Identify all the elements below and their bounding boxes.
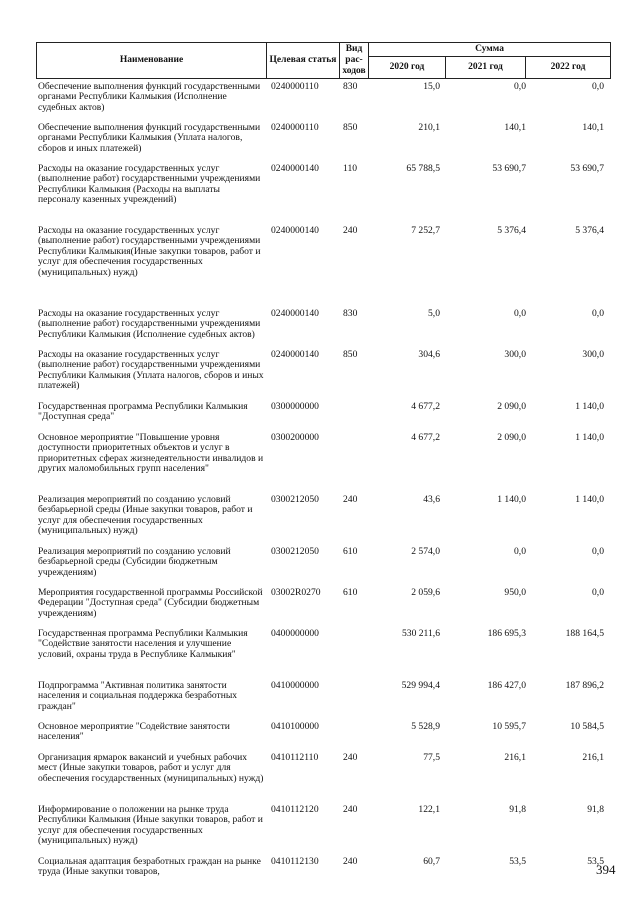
row-value-2022: 10 584,5: [570, 721, 604, 732]
table-row: [36, 164, 610, 226]
table-row: [36, 805, 610, 857]
row-expense-type: 240: [343, 225, 358, 236]
row-value-2021: 216,1: [504, 752, 526, 763]
header-name: Наименование: [37, 43, 267, 79]
row-value-2021: 2 090,0: [497, 432, 526, 443]
table-row: [36, 753, 610, 805]
table-row: [36, 588, 610, 629]
row-value-2022: 216,1: [582, 752, 604, 763]
row-value-2021: 2 090,0: [497, 401, 526, 412]
row-value-2022: 140,1: [582, 122, 604, 133]
row-name: Реализация мероприятий по созданию условий безбарьерной среды (Иные закупки товаров, работ и услуг для обеспечения государственных (муниципальных) нужд): [38, 494, 253, 537]
row-expense-type: 830: [343, 308, 358, 319]
row-target-code: 0240000140: [271, 308, 319, 319]
row-target-code: 0300212050: [271, 546, 319, 557]
table-row: [36, 495, 610, 547]
header-target: Целевая статья: [267, 43, 340, 79]
header-year-2022: 2022 год: [526, 57, 611, 79]
row-target-code: 0240000110: [271, 81, 319, 92]
table-body: [36, 82, 610, 887]
row-value-2022: 0,0: [592, 587, 604, 598]
row-value-2022: 0,0: [592, 546, 604, 557]
row-name: Основное мероприятие "Содействие занятости населения": [38, 721, 230, 743]
row-value-2020: 210,1: [418, 122, 440, 133]
row-value-2021: 10 595,7: [492, 721, 526, 732]
row-value-2021: 950,0: [504, 587, 526, 598]
table-row: [36, 433, 610, 495]
row-value-2021: 91,8: [509, 804, 526, 815]
row-expense-type: 240: [343, 752, 358, 763]
row-expense-type: 240: [343, 494, 358, 505]
row-value-2020: 5 528,9: [411, 721, 440, 732]
table-row: [36, 226, 610, 309]
row-value-2020: 304,6: [418, 349, 440, 360]
row-value-2021: 0,0: [514, 546, 526, 557]
row-target-code: 0300000000: [271, 401, 319, 412]
header-expense-type: Вид рас-ходов: [340, 43, 369, 79]
row-name: Мероприятия государственной программы Российской Федерации "Доступная среда" (Субсидии бюджетным учреждениям): [38, 587, 263, 619]
row-value-2022: 5 376,4: [575, 225, 604, 236]
row-value-2021: 140,1: [504, 122, 526, 133]
row-name: Информирование о положении на рынке труда Республики Калмыкия (Иные закупки товаров, работ и услуг для обеспечения государственных (муниципальных) нужд): [38, 804, 263, 847]
row-target-code: 0300212050: [271, 494, 319, 505]
row-expense-type: 110: [343, 163, 358, 174]
row-value-2021: 5 376,4: [497, 225, 526, 236]
row-target-code: 03002R0270: [271, 587, 321, 598]
row-value-2022: 0,0: [592, 81, 604, 92]
row-expense-type: 240: [343, 804, 358, 815]
row-value-2020: 43,6: [423, 494, 440, 505]
table-row: [36, 547, 610, 588]
row-value-2020: 122,1: [418, 804, 440, 815]
row-name: Обеспечение выполнения функций государственными органами Республики Калмыкия (Уплата налогов, сборов и иных платежей): [38, 122, 261, 154]
table-row: [36, 857, 610, 887]
row-value-2020: 2 059,6: [411, 587, 440, 598]
row-value-2022: 188 164,5: [565, 628, 604, 639]
row-value-2022: 1 140,0: [575, 401, 604, 412]
row-target-code: 0410112130: [271, 856, 319, 867]
row-name: Расходы на оказание государственных услуг (выполнение работ) государственными учреждениями Республики Калмыкия(Иные закупки товаров, работ и услуг для обеспечения государственных (муниципальных) нужд): [38, 225, 261, 278]
row-value-2020: 4 677,2: [411, 401, 440, 412]
row-value-2021: 53,5: [509, 856, 526, 867]
row-value-2020: 529 994,4: [401, 680, 440, 691]
table-row: [36, 82, 610, 123]
row-value-2022: 53,5: [587, 856, 604, 867]
row-value-2020: 77,5: [423, 752, 440, 763]
table-row: [36, 681, 610, 722]
row-target-code: 0240000140: [271, 349, 319, 360]
table-row: [36, 402, 610, 433]
row-value-2021: 300,0: [504, 349, 526, 360]
row-target-code: 0240000110: [271, 122, 319, 133]
row-value-2020: 2 574,0: [411, 546, 440, 557]
row-name: Обеспечение выполнения функций государственными органами Республики Калмыкия (Исполнение судебных актов): [38, 81, 261, 113]
row-name: Основное мероприятие "Повышение уровня доступности приоритетных объектов и услуг в приоритетных сферах жизнедеятельности инвалидов и других маломобильных групп населения": [38, 432, 264, 475]
table-row: [36, 123, 610, 164]
row-value-2020: 530 211,6: [401, 628, 440, 639]
header-year-2020: 2020 год: [369, 57, 446, 79]
row-expense-type: 610: [343, 587, 358, 598]
row-target-code: 0410100000: [271, 721, 319, 732]
row-value-2020: 65 788,5: [406, 163, 440, 174]
row-value-2020: 7 252,7: [411, 225, 440, 236]
row-expense-type: 850: [343, 122, 358, 133]
row-target-code: 0240000140: [271, 163, 319, 174]
table-row: [36, 722, 610, 753]
row-expense-type: 240: [343, 856, 358, 867]
row-target-code: 0410112120: [271, 804, 319, 815]
row-name: Расходы на оказание государственных услуг (выполнение работ) государственными учреждениями Республики Калмыкия (Исполнение судебных актов): [38, 308, 261, 340]
row-value-2022: 187 896,2: [565, 680, 604, 691]
row-value-2021: 186 695,3: [487, 628, 526, 639]
row-value-2020: 5,0: [428, 308, 440, 319]
row-value-2022: 91,8: [587, 804, 604, 815]
row-target-code: 0240000140: [271, 225, 319, 236]
table-row: [36, 350, 610, 402]
header-sum: Сумма: [369, 43, 611, 57]
row-name: Расходы на оказание государственных услуг (выполнение работ) государственными учреждениями Республики Калмыкия (Расходы на выплаты персоналу казенных учреждений): [38, 163, 261, 206]
row-target-code: 0410112110: [271, 752, 319, 763]
row-value-2021: 186 427,0: [487, 680, 526, 691]
row-name: Расходы на оказание государственных услуг (выполнение работ) государственными учреждениями Республики Калмыкия (Уплата налогов, сборов и иных платежей): [38, 349, 264, 392]
row-value-2021: 0,0: [514, 308, 526, 319]
row-value-2021: 1 140,0: [497, 494, 526, 505]
row-name: Государственная программа Республики Калмыкия "Доступная среда": [38, 401, 248, 423]
row-expense-type: 850: [343, 349, 358, 360]
row-value-2022: 53 690,7: [570, 163, 604, 174]
row-name: Реализация мероприятий по созданию условий безбарьерной среды (Субсидии бюджетным учреждениям): [38, 546, 231, 578]
row-name: Государственная программа Республики Калмыкия "Содействие занятости населения и улучшение условий, охраны труда в Республике Калмыкия": [38, 628, 248, 660]
page-number: 394: [596, 862, 616, 877]
row-target-code: 0410000000: [271, 680, 319, 691]
table-row: [36, 309, 610, 350]
row-expense-type: 830: [343, 81, 358, 92]
row-value-2022: 0,0: [592, 308, 604, 319]
row-value-2022: 1 140,0: [575, 494, 604, 505]
row-expense-type: 610: [343, 546, 358, 557]
row-value-2020: 15,0: [423, 81, 440, 92]
table-header: [36, 42, 611, 79]
row-target-code: 0400000000: [271, 628, 319, 639]
row-value-2020: 60,7: [423, 856, 440, 867]
row-name: Организация ярмарок вакансий и учебных рабочих мест (Иные закупки товаров, работ и услуг для обеспечения государственных (муниципальных) нужд): [38, 752, 264, 784]
table-row: [36, 629, 610, 681]
row-target-code: 0300200000: [271, 432, 319, 443]
row-value-2020: 4 677,2: [411, 432, 440, 443]
header-year-2021: 2021 год: [446, 57, 526, 79]
row-value-2021: 53 690,7: [492, 163, 526, 174]
row-name: Подпрограмма "Активная политика занятости населения и социальная поддержка безработных граждан": [38, 680, 238, 712]
row-value-2022: 1 140,0: [575, 432, 604, 443]
row-name: Социальная адаптация безработных граждан на рынке труда (Иные закупки товаров,: [38, 856, 261, 878]
row-value-2021: 0,0: [514, 81, 526, 92]
row-value-2022: 300,0: [582, 349, 604, 360]
